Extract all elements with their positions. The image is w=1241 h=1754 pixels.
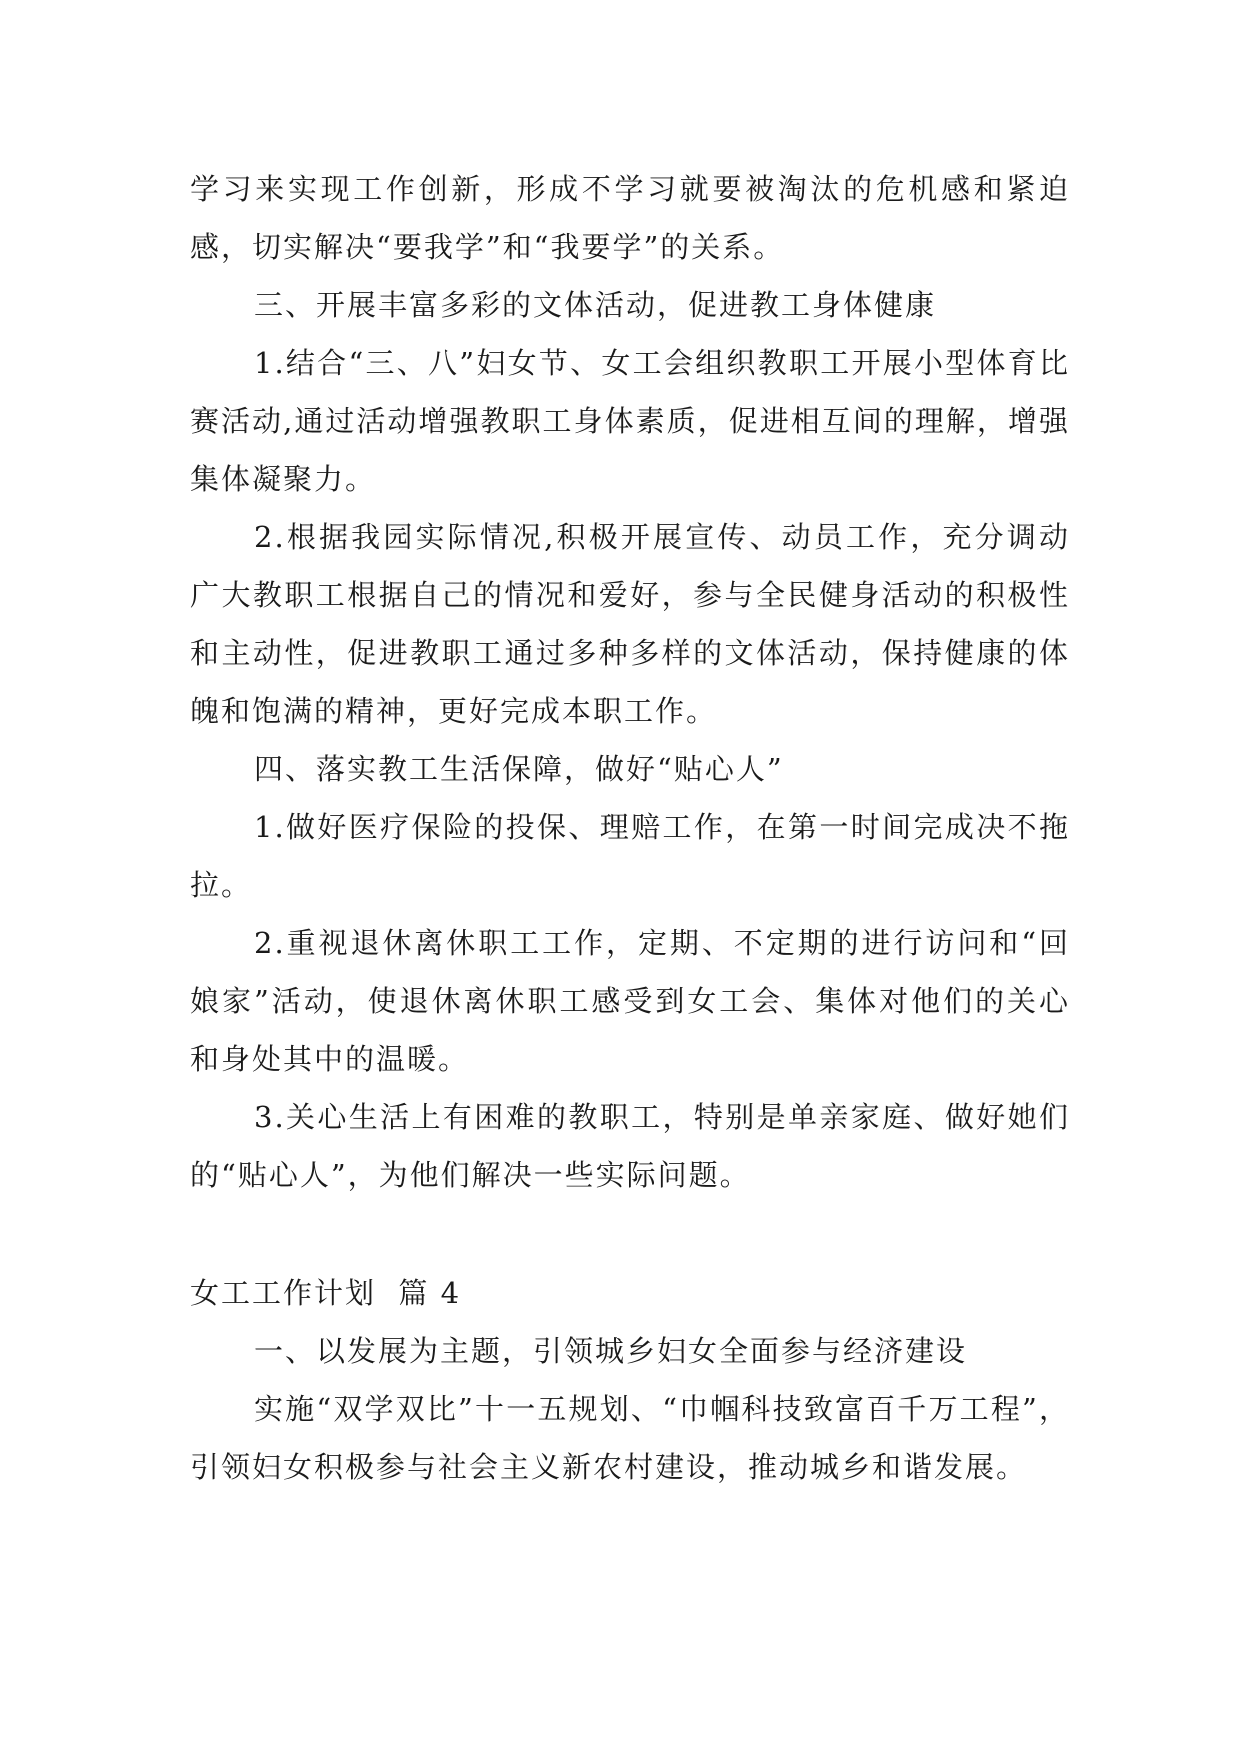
document-body bbox=[190, 160, 1070, 1496]
heading-section-one: 一、以发展为主题，引领城乡妇女全面参与经济建设 bbox=[254, 1334, 968, 1368]
heading-section-three: 三、开展丰富多彩的文体活动，促进教工身体健康 bbox=[254, 288, 937, 322]
paragraph-item-3-2: 2.根据我园实际情况,积极开展宣传、动员工作，充分调动广大教职工根据自己的情况和爱好，参与全民健身活动的积极性和主动性，促进教职工通过多种多样的文体活动，保持健康的体魄和饱满的精神，更好完成本职工作。 bbox=[190, 520, 1070, 728]
paragraph-item-4-1: 1.做好医疗保险的投保、理赔工作，在第一时间完成决不拖拉。 bbox=[190, 810, 1070, 902]
section-title: 女工工作计划 篇 4 bbox=[190, 1276, 462, 1310]
paragraph-continuation: 学习来实现工作创新，形成不学习就要被淘汰的危机感和紧迫感，切实解决“要我学”和“我要学”的关系。 bbox=[190, 172, 1070, 264]
paragraph-item-3-1: 1.结合“三、八”妇女节、女工会组织教职工开展小型体育比赛活动,通过活动增强教职工身体素质，促进相互间的理解，增强集体凝聚力。 bbox=[190, 346, 1070, 496]
section-spacer bbox=[190, 1204, 1070, 1264]
heading-section-four: 四、落实教工生活保障，做好“贴心人” bbox=[254, 752, 784, 786]
paragraph-item-4-2: 2.重视退休离休职工工作，定期、不定期的进行访问和“回娘家”活动，使退休离休职工感受到女工会、集体对他们的关心和身处其中的温暖。 bbox=[190, 926, 1070, 1076]
paragraph-item-4-3: 3.关心生活上有困难的教职工，特别是单亲家庭、做好她们的“贴心人”，为他们解决一些实际问题。 bbox=[190, 1100, 1070, 1192]
paragraph-section-one-body: 实施“双学双比”十一五规划、“巾帼科技致富百千万工程”，引领妇女积极参与社会主义新农村建设，推动城乡和谐发展。 bbox=[190, 1392, 1070, 1484]
